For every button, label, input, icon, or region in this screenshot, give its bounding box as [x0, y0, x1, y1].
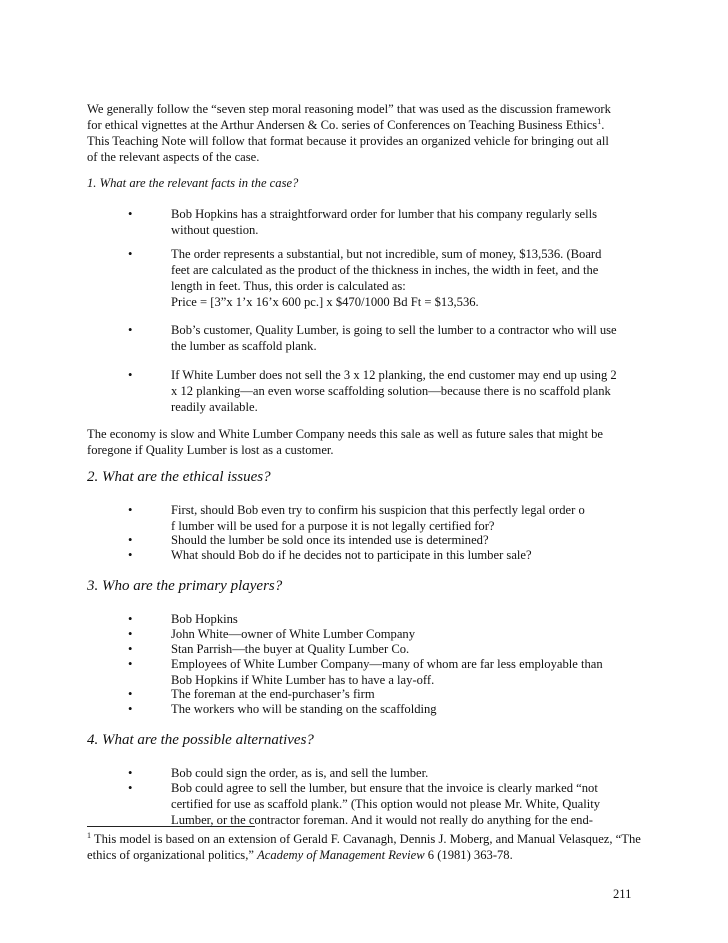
bullet: •: [128, 323, 133, 337]
list-item: The foreman at the end-purchaser’s firm: [171, 687, 375, 701]
intro-line: of the relevant aspects of the case.: [87, 150, 260, 164]
bullet: •: [128, 612, 133, 626]
section-heading: 4. What are the possible alternatives?: [87, 732, 314, 748]
intro-line: This Teaching Note will follow that format because it provides an organized vehicle for bringing out all: [87, 134, 609, 148]
intro-line: We generally follow the “seven step moral reasoning model” that was used as the discussion framework: [87, 102, 611, 116]
list-item: The order represents a substantial, but not incredible, sum of money, $13,536. (Board feet are calculated as the product of the thickness in inches, the width in feet, and the length in feet. Thus, this order is calculated as: Price = [3”x 1’x 16’x 600 pc.] x $470/1000 Bd Ft = $13,536.: [171, 247, 602, 309]
list-item: Bob Hopkins: [171, 612, 238, 626]
list-item: What should Bob do if he decides not to participate in this lumber sale?: [171, 548, 532, 562]
list-item: The workers who will be standing on the scaffolding: [171, 702, 437, 716]
bullet: •: [128, 702, 133, 716]
closing-paragraph: The economy is slow and White Lumber Company needs this sale as well as future sales that might be foregone if Quality Lumber is lost as a customer.: [87, 427, 603, 457]
journal-title: Academy of Management Review: [257, 848, 425, 862]
bullet: •: [128, 687, 133, 701]
bullet: •: [128, 627, 133, 641]
list-item: Employees of White Lumber Company—many of whom are far less employable than Bob Hopkins if White Lumber has to have a lay-off.: [171, 657, 603, 687]
intro-line: for ethical vignettes at the Arthur Andersen & Co. series of Conferences on Teaching Business Ethics$^1$.: [87, 116, 605, 132]
section-heading: 2. What are the ethical issues?: [87, 469, 271, 485]
list-item: John White—owner of White Lumber Company: [171, 627, 416, 641]
bullet: •: [128, 548, 133, 562]
list-item: Bob could sign the order, as is, and sell the lumber.: [171, 766, 429, 780]
footnote-ref: 1: [597, 116, 602, 126]
bullet: •: [128, 503, 133, 517]
bullet: •: [128, 781, 133, 795]
list-item: Bob Hopkins has a straightforward order for lumber that his company regularly sells without question.: [171, 207, 597, 237]
bullet: •: [128, 368, 133, 382]
bullet: •: [128, 766, 133, 780]
list-item: Bob could agree to sell the lumber, but ensure that the invoice is clearly marked “not certified for use as scaffold plank.” (This option would not please Mr. White, Quality Lumber, or the contractor foreman. And it would not really do anything for the end-: [171, 781, 601, 827]
list-item: Stan Parrish—the buyer at Quality Lumber Co.: [171, 642, 410, 656]
bullet: •: [128, 657, 133, 671]
section-heading: 3. Who are the primary players?: [87, 578, 283, 594]
page-number: 211: [613, 887, 632, 901]
bullet: •: [128, 642, 133, 656]
footnote-marker: 1: [87, 830, 91, 840]
section-heading: 1. What are the relevant facts in the case?: [87, 176, 299, 190]
bullet: •: [128, 533, 133, 547]
list-item: Bob’s customer, Quality Lumber, is going to sell the lumber to a contractor who will use the lumber as scaffold plank.: [171, 323, 617, 353]
intro-paragraph: [87, 101, 643, 165]
bullet: •: [128, 207, 133, 221]
list-item: Should the lumber be sold once its intended use is determined?: [171, 533, 489, 547]
list-item: If White Lumber does not sell the 3 x 12 planking, the end customer may end up using 2 x 12 planking—an even worse scaffolding solution—because there is no scaffold plank readily available.: [171, 368, 617, 414]
footnote-divider: [87, 826, 255, 827]
bullet: •: [128, 247, 133, 261]
footnote: $^1$ This model is based on an extension of Gerald F. Cavanagh, Dennis J. Moberg, and Manual Velasquez, “The ethics of organizational politics,” Academy of Management Review 6 (1981) 363-78.: [87, 830, 641, 862]
list-item: First, should Bob even try to confirm his suspicion that this perfectly legal order o f lumber will be used for a purpose it is not legally certified for?: [171, 503, 585, 533]
